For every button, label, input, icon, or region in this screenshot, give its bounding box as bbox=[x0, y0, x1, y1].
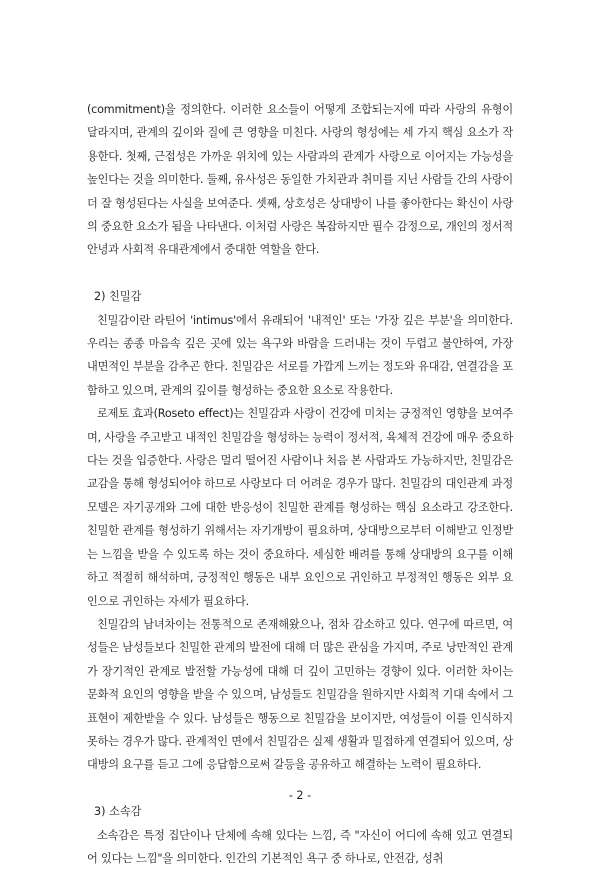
paragraph-intimacy-definition: 친밀감이란 라틴어 'intimus'에서 유래되어 '내적인' 또는 '가장 깊은 부분'을 의미한다. 우리는 종종 마음속 깊은 곳에 있는 욕구와 바람을 드러내는 것이 두렵고 불안하여, 가장 내면적인 부분을 감추곤 한다. 친밀감은 서로를 가깝게 느끼는 정도와 유대감, 연결감을 포함하고 있으며, 관계의 깊이를 형성하는 중요한 요소로 작용한다. bbox=[87, 313, 513, 397]
document-body bbox=[87, 98, 513, 870]
paragraph-belonging-definition: 소속감은 특정 집단이나 단체에 속해 있다는 느낌, 즉 "자신이 어디에 속해 있고 연결되어 있다는 느낌"을 의미한다. 인간의 기본적인 욕구 중 하나로, 안전감, 성취 bbox=[87, 828, 513, 865]
paragraph-gender-differences: 친밀감의 남녀차이는 전통적으로 존재해왔으나, 점차 감소하고 있다. 연구에 따르면, 여성들은 남성들보다 친밀한 관계의 발전에 대해 더 많은 관심을 가지며, 주로 낭만적인 관계가 장기적인 관계로 발전할 가능성에 대해 더 깊이 고민하는 경향이 있다. 이러한 차이는 문화적 요인의 영향을 받을 수 있으며, 남성들도 친밀감을 원하지만 사회적 기대 속에서 그 표현이 제한받을 수 있다. 남성들은 행동으로 친밀감을 보이지만, 여성들이 이를 인식하지 못하는 경우가 많다. 관계적인 면에서 친밀감은 실제 생활과 밀접하게 연결되어 있으며, 상대방의 요구를 듣고 그에 응답함으로써 갈등을 공유하고 해결하는 노력이 필요하다. bbox=[87, 617, 513, 772]
page-number: - 2 - bbox=[288, 789, 312, 802]
section-heading-intimacy: 2) 친밀감 bbox=[94, 290, 142, 304]
paragraph-love-elements: (commitment)을 정의한다. 이러한 요소들이 어떻게 조합되는지에 따라 사랑의 유형이 달라지며, 관계의 깊이와 질에 큰 영향을 미친다. 사랑의 형성에는 세 가지 핵심 요소가 작용한다. 첫째, 근접성은 가까운 위치에 있는 사람과의 관계가 사랑으로 이어지는 가능성을 높인다는 것을 의미한다. 둘째, 유사성은 동일한 가치관과 취미를 지닌 사람들 간의 사랑이 더 잘 형성된다는 사실을 보여준다. 셋째, 상호성은 상대방이 나를 좋아한다는 확신이 사랑의 중요한 요소가 됨을 나타낸다. 이처럼 사랑은 복잡하지만 필수 감정으로, 개인의 정서적 안녕과 사회적 유대관계에서 중대한 역할을 한다. bbox=[87, 103, 513, 257]
paragraph-roseto-effect: 로제토 효과(Roseto effect)는 친밀감과 사랑이 건강에 미치는 긍정적인 영향을 보여주며, 사랑을 주고받고 내적인 친밀감을 형성하는 능력이 정서적, 육체적 건강에 매우 중요하다는 것을 입증한다. 사랑은 멀리 떨어진 사람이나 처음 본 사람과도 가능하지만, 친밀감은 교감을 통해 형성되어야 하므로 사랑보다 더 어려운 경우가 많다. 친밀감의 대인관계 과정 모델은 자기공개와 그에 대한 반응성이 친밀한 관계를 형성하는 핵심 요소라고 강조한다. 친밀한 관계를 형성하기 위해서는 자기개방이 필요하며, 상대방으로부터 이해받고 인정받는 느낌을 받을 수 있도록 하는 것이 중요하다. 세심한 배려를 통해 상대방의 요구를 이해하고 적절히 해석하며, 긍정적인 행동은 내부 요인으로 귀인하고 부정적인 행동은 외부 요인으로 귀인하는 자세가 필요하다. bbox=[87, 407, 513, 608]
paragraph-gap bbox=[87, 262, 513, 285]
section-heading-belonging: 3) 소속감 bbox=[94, 805, 142, 819]
